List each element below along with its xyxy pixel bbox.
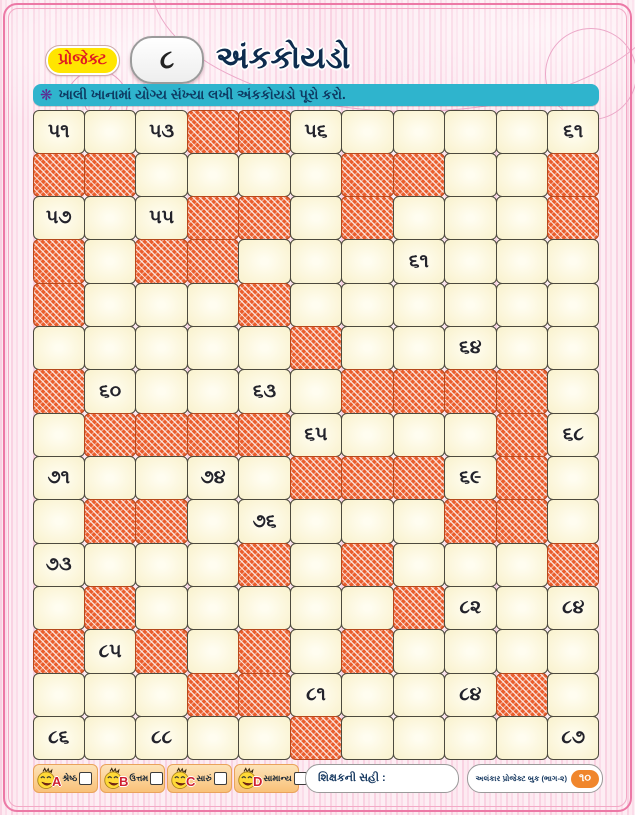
grid-cell-blank-r10c6[interactable] bbox=[290, 499, 342, 543]
grid-cell-blank-r5c4[interactable] bbox=[187, 283, 239, 327]
instruction-text: ખાલી ખાનામાં યોગ્ય સંખ્યા લખી અંકકોયડો પૂરો કરો. bbox=[58, 87, 346, 102]
rating-box-d bbox=[234, 764, 299, 793]
grid-cell-blocked-r9c10 bbox=[496, 456, 548, 500]
grid-cell-blocked-r3c4 bbox=[187, 196, 239, 240]
grid-cell-blank-r13c9[interactable] bbox=[444, 629, 496, 673]
grid-cell-blocked-r10c2 bbox=[84, 499, 136, 543]
grid-cell-blocked-r9c6 bbox=[290, 456, 342, 500]
grid-cell-blank-r12c10[interactable] bbox=[496, 586, 548, 630]
grid-cell-blocked-r14c5 bbox=[238, 673, 290, 717]
grid-cell-blocked-r9c8 bbox=[393, 456, 445, 500]
grid-cell-blocked-r5c5 bbox=[238, 283, 290, 327]
grid-cell-number-r9c1: ૭૧ bbox=[33, 456, 85, 500]
grid-cell-blank-r12c5[interactable] bbox=[238, 586, 290, 630]
rating-box-c bbox=[167, 764, 232, 793]
grid-cell-blank-r12c6[interactable] bbox=[290, 586, 342, 630]
grid-cell-blank-r5c7[interactable] bbox=[341, 283, 393, 327]
grid-cell-blank-r4c5[interactable] bbox=[238, 239, 290, 283]
grid-cell-number-r14c6: ૮૧ bbox=[290, 673, 342, 717]
page-number-badge: ૧૦ bbox=[571, 770, 599, 788]
grid-cell-blank-r5c2[interactable] bbox=[84, 283, 136, 327]
grid-cell-blank-r6c10[interactable] bbox=[496, 326, 548, 370]
grid-cell-blank-r6c1[interactable] bbox=[33, 326, 85, 370]
grid-cell-number-r1c3: ૫૩ bbox=[135, 110, 187, 154]
grid-cell-blank-r4c6[interactable] bbox=[290, 239, 342, 283]
grid-cell-number-r12c11: ૮૪ bbox=[547, 586, 599, 630]
grid-cell-blank-r1c7[interactable] bbox=[341, 110, 393, 154]
grid-cell-blank-r10c7[interactable] bbox=[341, 499, 393, 543]
grid-cell-blocked-r7c10 bbox=[496, 369, 548, 413]
grid-cell-blank-r5c6[interactable] bbox=[290, 283, 342, 327]
grid-cell-blocked-r14c4 bbox=[187, 673, 239, 717]
grid-cell-blocked-r2c2 bbox=[84, 153, 136, 197]
grid-cell-blank-r13c11[interactable] bbox=[547, 629, 599, 673]
grid-cell-blank-r14c3[interactable] bbox=[135, 673, 187, 717]
grid-cell-blocked-r3c5 bbox=[238, 196, 290, 240]
grid-cell-blocked-r7c7 bbox=[341, 369, 393, 413]
grid-cell-blocked-r2c11 bbox=[547, 153, 599, 197]
rating-label: શ્રેષ્ઠ bbox=[62, 773, 78, 783]
grid-cell-blank-r14c7[interactable] bbox=[341, 673, 393, 717]
grid-cell-number-r4c8: ૬૧ bbox=[393, 239, 445, 283]
grid-cell-blank-r4c10[interactable] bbox=[496, 239, 548, 283]
rating-label: ઉત્તમ bbox=[129, 773, 149, 783]
grid-cell-blocked-r2c8 bbox=[393, 153, 445, 197]
grid-cell-blank-r2c6[interactable] bbox=[290, 153, 342, 197]
grid-cell-number-r13c2: ૮૫ bbox=[84, 629, 136, 673]
rating-letter: C bbox=[186, 774, 196, 789]
grid-cell-blank-r15c4[interactable] bbox=[187, 716, 239, 760]
teacher-signature-label: શિક્ષકની સહી : bbox=[318, 772, 386, 784]
grid-cell-blank-r13c8[interactable] bbox=[393, 629, 445, 673]
book-info-box bbox=[467, 764, 603, 793]
grid-cell-blank-r5c10[interactable] bbox=[496, 283, 548, 327]
grid-cell-blank-r6c8[interactable] bbox=[393, 326, 445, 370]
grid-cell-blocked-r8c10 bbox=[496, 413, 548, 457]
grid-cell-blank-r11c6[interactable] bbox=[290, 543, 342, 587]
grid-cell-blank-r4c7[interactable] bbox=[341, 239, 393, 283]
rating-letter: B bbox=[119, 774, 129, 789]
grid-cell-number-r15c3: ૮૮ bbox=[135, 716, 187, 760]
grid-cell-blank-r15c10[interactable] bbox=[496, 716, 548, 760]
grid-cell-blocked-r8c4 bbox=[187, 413, 239, 457]
grid-cell-blocked-r10c9 bbox=[444, 499, 496, 543]
grid-cell-blocked-r13c1 bbox=[33, 629, 85, 673]
footer-bar bbox=[33, 763, 603, 794]
grid-cell-blocked-r10c3 bbox=[135, 499, 187, 543]
grid-cell-blank-r3c10[interactable] bbox=[496, 196, 548, 240]
grid-cell-blank-r8c7[interactable] bbox=[341, 413, 393, 457]
grid-cell-number-r7c5: ૬૩ bbox=[238, 369, 290, 413]
grid-cell-blank-r13c6[interactable] bbox=[290, 629, 342, 673]
grid-cell-blank-r5c9[interactable] bbox=[444, 283, 496, 327]
grid-cell-number-r11c1: ૭૩ bbox=[33, 543, 85, 587]
grid-cell-blocked-r9c7 bbox=[341, 456, 393, 500]
grid-cell-number-r7c2: ૬૦ bbox=[84, 369, 136, 413]
grid-cell-blank-r9c5[interactable] bbox=[238, 456, 290, 500]
grid-cell-blank-r12c4[interactable] bbox=[187, 586, 239, 630]
grid-cell-blocked-r13c3 bbox=[135, 629, 187, 673]
grid-cell-number-r14c9: ૮૪ bbox=[444, 673, 496, 717]
grid-cell-blank-r6c11[interactable] bbox=[547, 326, 599, 370]
grid-cell-blank-r6c3[interactable] bbox=[135, 326, 187, 370]
grid-cell-blank-r7c3[interactable] bbox=[135, 369, 187, 413]
grid-cell-blocked-r8c2 bbox=[84, 413, 136, 457]
grid-cell-blocked-r7c8 bbox=[393, 369, 445, 413]
grid-cell-blank-r15c5[interactable] bbox=[238, 716, 290, 760]
grid-cell-blocked-r1c4 bbox=[187, 110, 239, 154]
grid-cell-blank-r12c7[interactable] bbox=[341, 586, 393, 630]
grid-cell-blank-r8c9[interactable] bbox=[444, 413, 496, 457]
grid-cell-blank-r11c10[interactable] bbox=[496, 543, 548, 587]
grid-cell-blank-r1c2[interactable] bbox=[84, 110, 136, 154]
grid-cell-blank-r7c6[interactable] bbox=[290, 369, 342, 413]
grid-cell-blank-r8c1[interactable] bbox=[33, 413, 85, 457]
grid-cell-blocked-r10c10 bbox=[496, 499, 548, 543]
flower-icon: ❋ bbox=[40, 86, 53, 104]
grid-cell-blank-r9c2[interactable] bbox=[84, 456, 136, 500]
rating-checkbox-a[interactable] bbox=[79, 772, 92, 785]
rating-group bbox=[33, 764, 301, 793]
grid-cell-blocked-r8c5 bbox=[238, 413, 290, 457]
grid-cell-blank-r4c2[interactable] bbox=[84, 239, 136, 283]
rating-label: સામાન્ય bbox=[263, 773, 292, 783]
grid-cell-blocked-r13c5 bbox=[238, 629, 290, 673]
instruction-bar bbox=[33, 84, 599, 106]
grid-cell-blocked-r13c7 bbox=[341, 629, 393, 673]
number-puzzle-grid bbox=[33, 110, 599, 760]
grid-cell-blank-r14c8[interactable] bbox=[393, 673, 445, 717]
grid-cell-blank-r2c9[interactable] bbox=[444, 153, 496, 197]
grid-cell-blank-r10c1[interactable] bbox=[33, 499, 85, 543]
grid-cell-blank-r1c9[interactable] bbox=[444, 110, 496, 154]
grid-cell-number-r10c5: ૭૬ bbox=[238, 499, 290, 543]
grid-cell-blocked-r6c6 bbox=[290, 326, 342, 370]
grid-cell-number-r1c1: ૫૧ bbox=[33, 110, 85, 154]
grid-cell-blank-r8c8[interactable] bbox=[393, 413, 445, 457]
grid-cell-blank-r2c10[interactable] bbox=[496, 153, 548, 197]
rating-box-a bbox=[33, 764, 98, 793]
grid-cell-blank-r7c4[interactable] bbox=[187, 369, 239, 413]
grid-cell-number-r1c6: ૫૬ bbox=[290, 110, 342, 154]
grid-cell-number-r1c11: ૬૧ bbox=[547, 110, 599, 154]
grid-cell-blank-r6c7[interactable] bbox=[341, 326, 393, 370]
grid-cell-blank-r4c11[interactable] bbox=[547, 239, 599, 283]
grid-cell-blocked-r11c5 bbox=[238, 543, 290, 587]
project-label: પ્રોજેક્ટ bbox=[46, 46, 119, 75]
grid-cell-blocked-r4c1 bbox=[33, 239, 85, 283]
grid-cell-blank-r15c7[interactable] bbox=[341, 716, 393, 760]
grid-cell-blocked-r2c1 bbox=[33, 153, 85, 197]
grid-cell-number-r8c6: ૬૫ bbox=[290, 413, 342, 457]
grid-cell-blank-r6c2[interactable] bbox=[84, 326, 136, 370]
teacher-signature-box[interactable] bbox=[305, 764, 459, 793]
grid-cell-blocked-r4c3 bbox=[135, 239, 187, 283]
grid-cell-blank-r15c8[interactable] bbox=[393, 716, 445, 760]
grid-cell-blank-r6c5[interactable] bbox=[238, 326, 290, 370]
grid-cell-number-r8c11: ૬૮ bbox=[547, 413, 599, 457]
grid-cell-blank-r2c5[interactable] bbox=[238, 153, 290, 197]
grid-cell-blank-r14c1[interactable] bbox=[33, 673, 85, 717]
grid-cell-blank-r14c2[interactable] bbox=[84, 673, 136, 717]
grid-cell-blocked-r8c3 bbox=[135, 413, 187, 457]
grid-cell-blank-r10c11[interactable] bbox=[547, 499, 599, 543]
grid-cell-blocked-r2c7 bbox=[341, 153, 393, 197]
grid-cell-blank-r3c2[interactable] bbox=[84, 196, 136, 240]
grid-cell-number-r3c1: ૫૭ bbox=[33, 196, 85, 240]
grid-cell-blocked-r3c11 bbox=[547, 196, 599, 240]
grid-cell-blocked-r11c11 bbox=[547, 543, 599, 587]
rating-letter: D bbox=[253, 774, 263, 789]
book-title-label: અલંકાર પ્રોજેક્ટ બુક (ભાગ-૨) bbox=[475, 773, 567, 783]
grid-cell-number-r3c3: ૫૫ bbox=[135, 196, 187, 240]
grid-cell-blocked-r7c9 bbox=[444, 369, 496, 413]
grid-cell-blank-r3c6[interactable] bbox=[290, 196, 342, 240]
grid-cell-blocked-r12c2 bbox=[84, 586, 136, 630]
grid-cell-blank-r15c2[interactable] bbox=[84, 716, 136, 760]
grid-cell-blocked-r14c10 bbox=[496, 673, 548, 717]
grid-cell-blank-r13c10[interactable] bbox=[496, 629, 548, 673]
grid-cell-blank-r1c8[interactable] bbox=[393, 110, 445, 154]
grid-cell-blank-r2c4[interactable] bbox=[187, 153, 239, 197]
rating-box-b bbox=[100, 764, 165, 793]
page-title: અંકકોયડો bbox=[216, 40, 351, 75]
grid-cell-blank-r11c3[interactable] bbox=[135, 543, 187, 587]
grid-cell-number-r9c9: ૬૯ bbox=[444, 456, 496, 500]
grid-cell-blank-r6c4[interactable] bbox=[187, 326, 239, 370]
grid-cell-blank-r5c8[interactable] bbox=[393, 283, 445, 327]
grid-cell-number-r6c9: ૬૪ bbox=[444, 326, 496, 370]
grid-cell-blank-r11c4[interactable] bbox=[187, 543, 239, 587]
grid-cell-blank-r12c3[interactable] bbox=[135, 586, 187, 630]
grid-cell-blank-r3c8[interactable] bbox=[393, 196, 445, 240]
grid-cell-blank-r10c4[interactable] bbox=[187, 499, 239, 543]
grid-cell-blank-r9c3[interactable] bbox=[135, 456, 187, 500]
grid-cell-blank-r15c9[interactable] bbox=[444, 716, 496, 760]
grid-cell-number-r12c9: ૮૨ bbox=[444, 586, 496, 630]
grid-cell-blank-r3c9[interactable] bbox=[444, 196, 496, 240]
rating-letter: A bbox=[52, 774, 62, 789]
grid-cell-blank-r5c3[interactable] bbox=[135, 283, 187, 327]
grid-cell-blank-r9c11[interactable] bbox=[547, 456, 599, 500]
grid-cell-blank-r10c8[interactable] bbox=[393, 499, 445, 543]
grid-cell-number-r9c4: ૭૪ bbox=[187, 456, 239, 500]
grid-cell-blocked-r4c4 bbox=[187, 239, 239, 283]
grid-cell-blocked-r5c1 bbox=[33, 283, 85, 327]
grid-cell-blocked-r1c5 bbox=[238, 110, 290, 154]
grid-cell-blocked-r3c7 bbox=[341, 196, 393, 240]
grid-cell-number-r15c1: ૮૬ bbox=[33, 716, 85, 760]
grid-cell-blank-r14c11[interactable] bbox=[547, 673, 599, 717]
grid-cell-blocked-r15c6 bbox=[290, 716, 342, 760]
grid-cell-blank-r7c11[interactable] bbox=[547, 369, 599, 413]
grid-cell-blocked-r12c8 bbox=[393, 586, 445, 630]
grid-cell-blank-r12c1[interactable] bbox=[33, 586, 85, 630]
grid-cell-number-r15c11: ૮૭ bbox=[547, 716, 599, 760]
rating-checkbox-c[interactable] bbox=[214, 772, 227, 785]
grid-cell-blank-r11c2[interactable] bbox=[84, 543, 136, 587]
grid-cell-blank-r2c3[interactable] bbox=[135, 153, 187, 197]
grid-cell-blank-r11c8[interactable] bbox=[393, 543, 445, 587]
grid-cell-blank-r13c4[interactable] bbox=[187, 629, 239, 673]
grid-cell-blank-r4c9[interactable] bbox=[444, 239, 496, 283]
grid-cell-blank-r5c11[interactable] bbox=[547, 283, 599, 327]
grid-cell-blank-r11c9[interactable] bbox=[444, 543, 496, 587]
decorative-swirl bbox=[545, 28, 635, 120]
rating-checkbox-b[interactable] bbox=[150, 772, 163, 785]
grid-cell-blocked-r7c1 bbox=[33, 369, 85, 413]
grid-cell-blocked-r11c7 bbox=[341, 543, 393, 587]
grid-cell-blank-r1c10[interactable] bbox=[496, 110, 548, 154]
project-number-badge: ૮ bbox=[130, 36, 204, 84]
rating-label: સારું bbox=[196, 773, 212, 783]
